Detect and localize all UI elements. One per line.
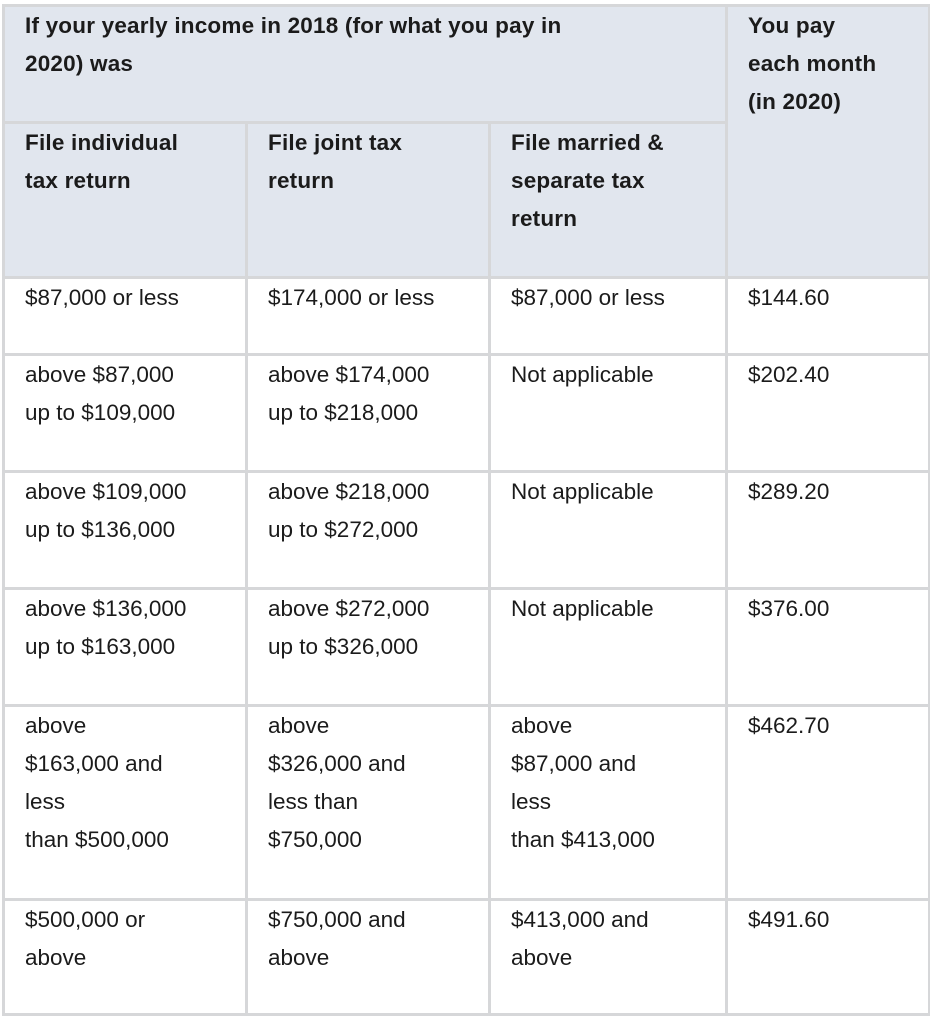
cell-line: above $218,000: [268, 479, 430, 504]
cell-line: $163,000 and: [25, 751, 163, 776]
cell-line: $491.60: [748, 907, 830, 932]
table-row: [4, 589, 930, 706]
cell-line: up to $163,000: [25, 634, 176, 659]
table-header: [4, 6, 930, 278]
cell-line: $144.60: [748, 285, 830, 310]
joint-income-cell: [247, 355, 490, 472]
monthly-payment-header: [727, 6, 930, 278]
column-header-line: return: [511, 206, 578, 231]
individual-income-cell: [4, 355, 247, 472]
married-separate-income-cell: [490, 589, 727, 706]
table-body: [4, 278, 930, 1015]
cell-line: Not applicable: [511, 596, 654, 621]
cell-line: less: [511, 789, 552, 814]
married-separate-income-cell: [490, 355, 727, 472]
cell-line: up to $218,000: [268, 400, 419, 425]
married-separate-return-header: [490, 123, 727, 278]
joint-income-cell: [247, 472, 490, 589]
income-group-header: [4, 6, 727, 123]
cell-line: $87,000 and: [511, 751, 637, 776]
cell-line: Not applicable: [511, 362, 654, 387]
cell-line: up to $326,000: [268, 634, 419, 659]
married-separate-income-cell: [490, 900, 727, 1015]
table-row: [4, 900, 930, 1015]
individual-income-cell: [4, 278, 247, 355]
column-header-line: separate tax: [511, 168, 645, 193]
table-row: [4, 278, 930, 355]
cell-line: above $87,000: [25, 362, 174, 387]
individual-income-cell: [4, 589, 247, 706]
cell-line: $750,000 and: [268, 907, 406, 932]
cell-line: above $136,000: [25, 596, 187, 621]
individual-income-cell: [4, 472, 247, 589]
cell-line: $174,000 or less: [268, 285, 435, 310]
individual-income-cell: [4, 706, 247, 900]
monthly-payment-header-line: each month: [748, 51, 877, 76]
monthly-payment-header-line: (in 2020): [748, 89, 842, 114]
married-separate-income-cell: [490, 706, 727, 900]
monthly-payment-cell: [727, 900, 930, 1015]
cell-line: above: [511, 713, 573, 738]
monthly-payment-cell: [727, 472, 930, 589]
income-group-header-line: If your yearly income in 2018 (for what you pay in: [25, 13, 562, 38]
cell-line: up to $272,000: [268, 517, 419, 542]
married-separate-income-cell: [490, 472, 727, 589]
cell-line: above: [25, 713, 87, 738]
cell-line: $87,000 or less: [511, 285, 665, 310]
cell-line: $326,000 and: [268, 751, 406, 776]
joint-return-header: [247, 123, 490, 278]
cell-line: above: [268, 945, 330, 970]
cell-line: above: [268, 713, 330, 738]
monthly-payment-header-line: You pay: [748, 13, 836, 38]
cell-line: Not applicable: [511, 479, 654, 504]
income-group-header-line: 2020) was: [25, 51, 134, 76]
table-row: [4, 472, 930, 589]
cell-line: $413,000 and: [511, 907, 649, 932]
cell-line: $202.40: [748, 362, 830, 387]
cell-line: $289.20: [748, 479, 830, 504]
column-header-line: return: [268, 168, 335, 193]
premium-table: [2, 4, 930, 1016]
cell-line: $87,000 or less: [25, 285, 179, 310]
cell-line: $462.70: [748, 713, 830, 738]
cell-line: less: [25, 789, 66, 814]
married-separate-income-cell: [490, 278, 727, 355]
cell-line: less than: [268, 789, 359, 814]
column-header-line: File joint tax: [268, 130, 403, 155]
cell-line: up to $136,000: [25, 517, 176, 542]
cell-line: above: [25, 945, 87, 970]
cell-line: $750,000: [268, 827, 362, 852]
cell-line: $500,000 or: [25, 907, 146, 932]
column-header-line: tax return: [25, 168, 131, 193]
header-row-top: [4, 6, 930, 123]
joint-income-cell: [247, 589, 490, 706]
column-header-line: File individual: [25, 130, 179, 155]
cell-line: above: [511, 945, 573, 970]
individual-return-header: [4, 123, 247, 278]
cell-line: above $272,000: [268, 596, 430, 621]
joint-income-cell: [247, 900, 490, 1015]
cell-line: $376.00: [748, 596, 830, 621]
cell-line: up to $109,000: [25, 400, 176, 425]
joint-income-cell: [247, 278, 490, 355]
monthly-payment-cell: [727, 278, 930, 355]
monthly-payment-cell: [727, 355, 930, 472]
table-row: [4, 355, 930, 472]
cell-line: than $413,000: [511, 827, 655, 852]
cell-line: than $500,000: [25, 827, 169, 852]
cell-line: above $174,000: [268, 362, 430, 387]
monthly-payment-cell: [727, 706, 930, 900]
column-header-line: File married &: [511, 130, 664, 155]
joint-income-cell: [247, 706, 490, 900]
table-row: [4, 706, 930, 900]
cell-line: above $109,000: [25, 479, 187, 504]
individual-income-cell: [4, 900, 247, 1015]
monthly-payment-cell: [727, 589, 930, 706]
